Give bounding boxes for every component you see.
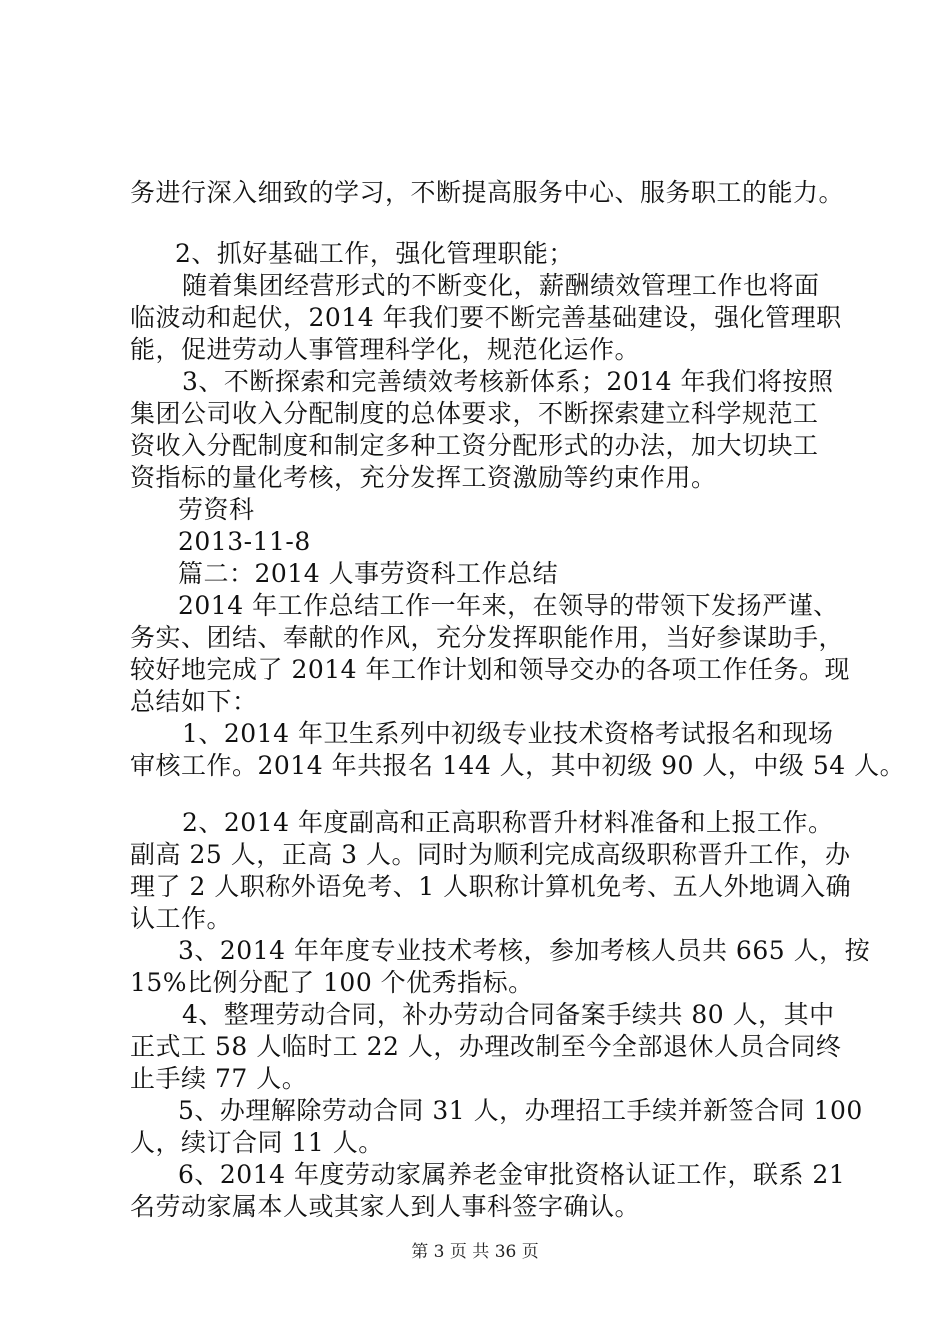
text-line: 临波动和起伏，2014 年我们要不断完善基础建设，强化管理职	[130, 303, 842, 332]
text-line: 止手续 77 人。	[130, 1064, 308, 1093]
list-item: 6、2014 年度劳动家属养老金审批资格认证工作，联系 21	[178, 1160, 846, 1189]
part-title: 篇二：2014 人事劳资科工作总结	[178, 559, 559, 588]
text-line: 能，促进劳动人事管理科学化，规范化运作。	[130, 335, 641, 364]
text-line: 资收入分配制度和制定多种工资分配形式的办法，加大切块工	[130, 431, 819, 460]
text-line: 2014 年工作总结工作一年来，在领导的带领下发扬严谨、	[178, 591, 839, 620]
text-line: 审核工作。2014 年共报名 144 人，其中初级 90 人，中级 54 人。	[130, 751, 906, 780]
list-item: 1、2014 年卫生系列中初级专业技术资格考试报名和现场	[182, 719, 834, 748]
text-line: 较好地完成了 2014 年工作计划和领导交办的各项工作任务。现	[130, 655, 851, 684]
list-item: 5、办理解除劳动合同 31 人，办理招工手续并新签合同 100	[178, 1096, 863, 1125]
text-line: 集团公司收入分配制度的总体要求，不断探索建立科学规范工	[130, 399, 819, 428]
list-item: 4、整理劳动合同，补办劳动合同备案手续共 80 人，其中	[182, 1000, 835, 1029]
text-line: 总结如下：	[130, 687, 258, 716]
text-line: 资指标的量化考核，充分发挥工资激励等约束作用。	[130, 463, 717, 492]
text-line: 认工作。	[130, 904, 233, 933]
text-line: 务进行深入细致的学习，不断提高服务中心、服务职工的能力。	[130, 178, 845, 207]
list-item: 3、2014 年年度专业技术考核，参加考核人员共 665 人，按	[178, 936, 871, 965]
text-line: 正式工 58 人临时工 22 人，办理改制至今全部退休人员合同终	[130, 1032, 842, 1061]
text-line: 15%比例分配了 100 个优秀指标。	[130, 968, 534, 997]
text-line: 副高 25 人，正高 3 人。同时为顺利完成高级职称晋升工作，办	[130, 840, 851, 869]
section-heading: 2、抓好基础工作，强化管理职能；	[175, 239, 574, 268]
text-line: 人，续订合同 11 人。	[130, 1128, 384, 1157]
list-item: 2、2014 年度副高和正高职称晋升材料准备和上报工作。	[182, 808, 834, 837]
department-signature: 劳资科	[178, 495, 255, 524]
page-number-footer: 第 3 页 共 36 页	[411, 1242, 539, 1262]
text-line: 务实、团结、奉献的作风，充分发挥职能作用，当好参谋助手，	[130, 623, 845, 652]
section-heading: 3、不断探索和完善绩效考核新体系；2014 年我们将按照	[182, 367, 834, 396]
text-line: 理了 2 人职称外语免考、1 人职称计算机免考、五人外地调入确	[130, 872, 852, 901]
text-line: 随着集团经营形式的不断变化，薪酬绩效管理工作也将面	[182, 271, 820, 300]
signature-date: 2013-11-8	[178, 527, 311, 556]
text-line: 名劳动家属本人或其家人到人事科签字确认。	[130, 1192, 641, 1221]
